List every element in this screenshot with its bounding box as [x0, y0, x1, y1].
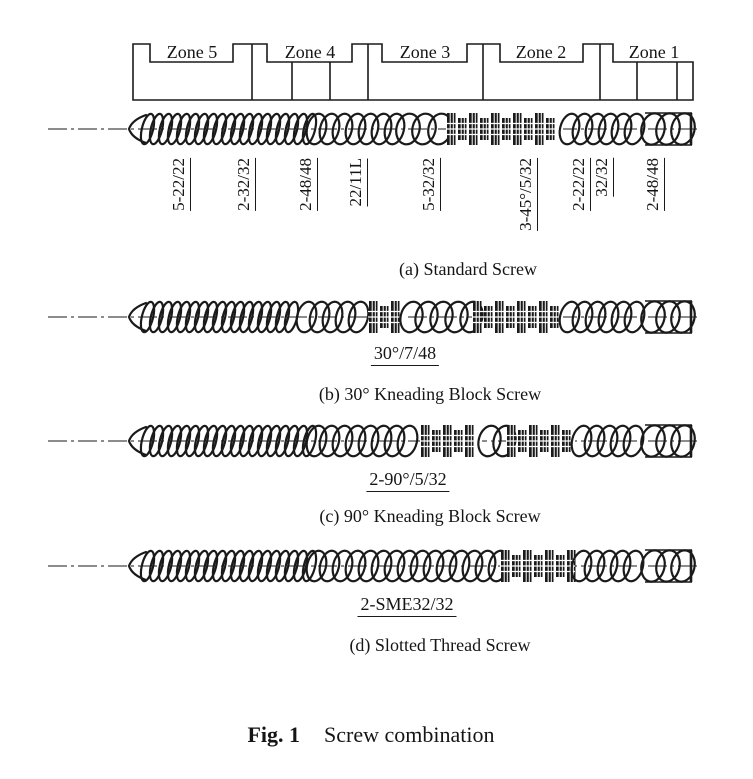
- figure-title: Screw combination: [324, 722, 495, 747]
- screw-d-drawing: [48, 548, 698, 584]
- screw-b-label: 30°/7/48: [371, 343, 439, 366]
- zone-label-2: Zone 2: [515, 42, 567, 62]
- screw-d-label: 2-SME32/32: [357, 594, 456, 617]
- segment-label: 3-45°/5/32: [516, 158, 538, 231]
- segment-label: 5-22/22: [169, 158, 191, 211]
- screw-b-caption: (b) 30° Kneading Block Screw: [318, 384, 542, 404]
- screw-c-caption: (c) 90° Kneading Block Screw: [319, 506, 541, 526]
- figure-caption: [247, 722, 494, 748]
- segment-label: 2-48/48: [296, 158, 318, 211]
- screw-d-caption: (d) Slotted Thread Screw: [349, 635, 531, 655]
- screw-a-drawing: [48, 111, 698, 147]
- screw-b-drawing: [48, 299, 698, 335]
- zone-label-1: Zone 1: [628, 42, 680, 62]
- segment-label: 5-32/32: [419, 158, 441, 211]
- zone-label-5: Zone 5: [166, 42, 218, 62]
- zone-label-4: Zone 4: [284, 42, 336, 62]
- screw-a-caption: (a) Standard Screw: [399, 259, 537, 279]
- screw-c-drawing: [48, 423, 698, 459]
- segment-label: 32/32: [592, 158, 614, 197]
- segment-label: 2-32/32: [234, 158, 256, 211]
- segment-label: 2-22/22: [569, 158, 591, 211]
- figure-number: Fig. 1: [247, 722, 301, 747]
- screw-c-label: 2-90°/5/32: [366, 469, 449, 492]
- segment-label: 2-48/48: [643, 158, 665, 211]
- segment-label: 22/11L: [346, 158, 368, 206]
- zone-label-3: Zone 3: [399, 42, 451, 62]
